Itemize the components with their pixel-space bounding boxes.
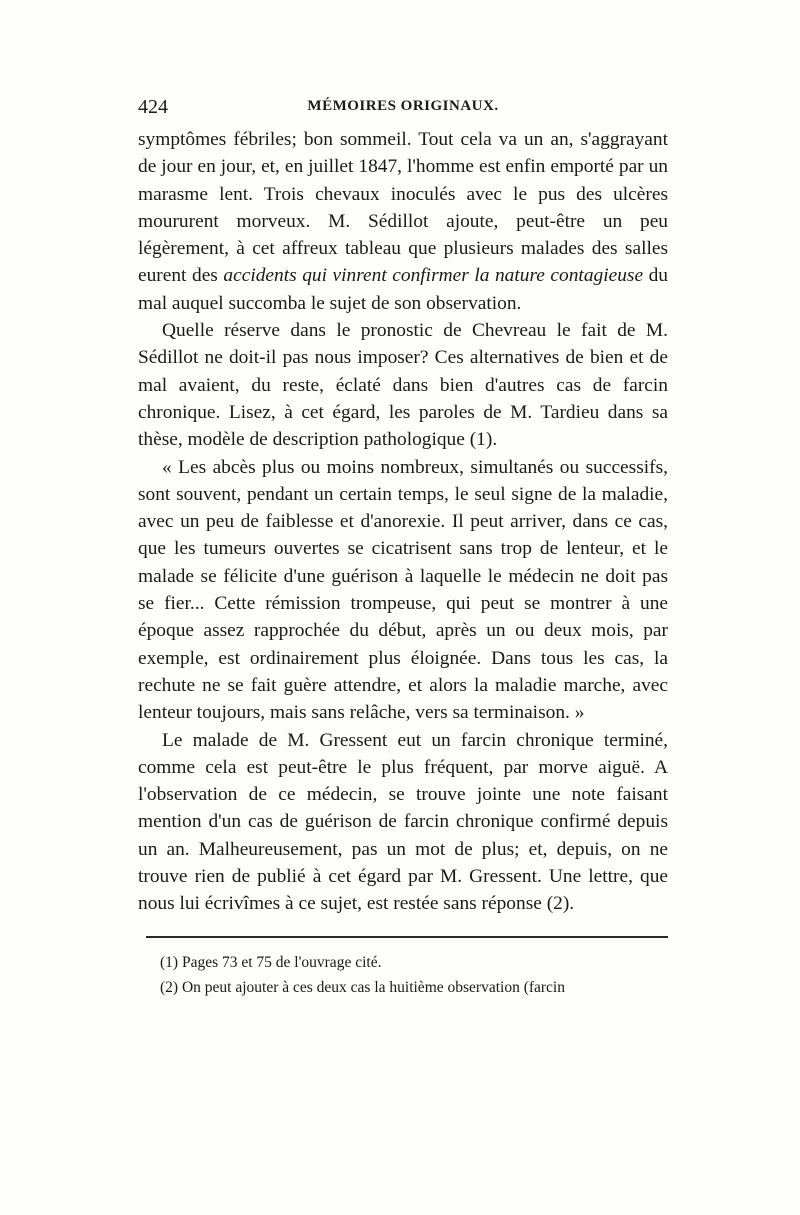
footnotes (138, 950, 668, 1000)
paragraph-italic-text: accidents qui vinrent confirmer la nature contagieuse (223, 265, 644, 287)
paragraph-3-quotation (138, 454, 668, 727)
paragraph-text: Quelle réserve dans le pronostic de Chevreau le fait de M. Sédillot ne doit-il pas nous imposer? Ces alternatives de bien et de mal avaient, du reste, éclaté dans bien d'autres cas de farcin chronique. Lisez, à cet égard, les paroles de M. Tardieu dans sa thèse, modèle de description pathologique (1). (138, 320, 668, 451)
paragraph-2 (138, 317, 668, 453)
paragraph-1 (138, 126, 668, 317)
footnote-1: (1) Pages 73 et 75 de l'ouvrage cité. (160, 953, 382, 971)
paragraph-text: « Les abcès plus ou moins nombreux, simultanés ou successifs, sont souvent, pendant un certain temps, le seul signe de la maladie, avec un peu de faiblesse et d'anorexie. Il peut arriver, dans ce cas, que les tumeurs ouvertes se cicatrisent sans trop de lenteur, et le malade se félicite d'une guérison à laquelle le médecin ne doit pas se fier... Cette rémission trompeuse, qui peut se montrer à une époque assez rapprochée du début, après un ou deux mois, par exemple, est ordinairement plus éloignée. Dans tous les cas, la rechute ne se fait guère attendre, et alors la maladie marche, avec lenteur toujours, mais sans relâche, vers sa terminaison. » (138, 456, 668, 724)
paragraph-4 (138, 727, 668, 918)
paragraph-text: symptômes fébriles; bon sommeil. Tout cela va un an, s'aggrayant de jour en jour, et, en juillet 1847, l'homme est enfin emporté par un marasme lent. Trois chevaux inoculés avec le pus des ulcères moururent morveux. M. Sédillot ajoute, peut-être un peu légèrement, à cet affreux tableau que plusieurs malades des salles eurent des (138, 129, 668, 287)
running-head: MÉMOIRES ORIGINAUX. (307, 98, 499, 114)
paragraph-text: Le malade de M. Gressent eut un farcin chronique terminé, comme cela est peut-être le plus fréquent, par morve aiguë. A l'observation de ce médecin, se trouve jointe une note faisant mention d'un cas de guérison de farcin chronique confirmé depuis un an. Malheureusement, pas un mot de plus; et, depuis, on ne trouve rien de publié à cet égard par M. Gressent. Une lettre, que nous lui écrivîmes à ce sujet, est restée sans réponse (2). (138, 729, 668, 915)
page-number: 424 (138, 96, 168, 118)
footnote-2: (2) On peut ajouter à ces deux cas la huitième observation (farcin (160, 978, 565, 996)
page-header (138, 96, 668, 126)
body-text (138, 126, 668, 918)
footnote-divider (146, 936, 668, 938)
page (138, 96, 668, 1000)
paragraph-text: du mal auquel succomba le sujet de son observation. (138, 265, 668, 314)
